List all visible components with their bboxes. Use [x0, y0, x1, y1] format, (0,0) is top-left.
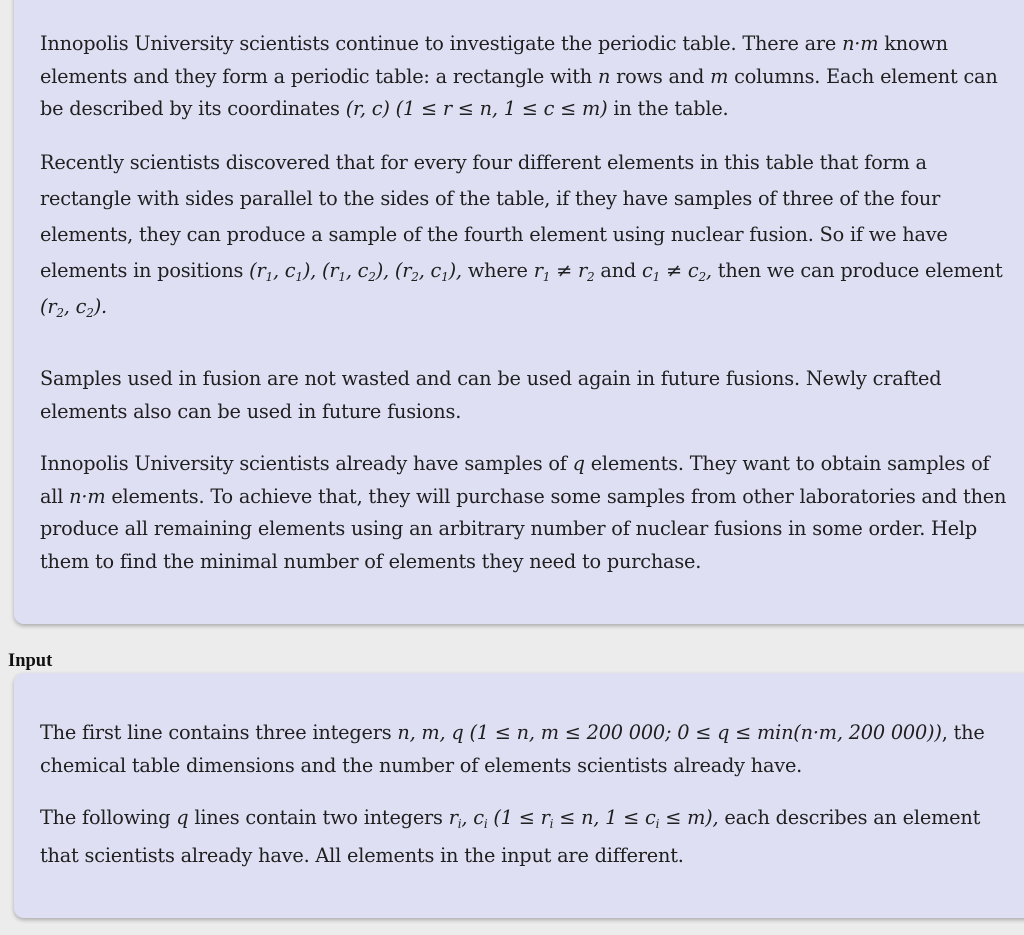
statement-paragraph-2 [40, 145, 1008, 325]
text: each describes an element that scientists already have. All elements in the input are different. [40, 806, 981, 867]
math-q: q [176, 806, 189, 829]
math-m: m [710, 64, 729, 88]
statement-paragraph-3: Samples used in fusion are not wasted and can be used again in future fusions. Newly crafted elements also can be used in future fusions. [40, 367, 942, 423]
statement-paragraph-1 [40, 28, 1008, 126]
math-result: ($r_2$, $c_2$). [40, 295, 107, 320]
math-c-neq: $c_1 \ne c_2$, [642, 259, 712, 284]
text: , the chemical table dimensions and the number of elements scientists already have. [40, 721, 985, 777]
text: The following [40, 806, 171, 829]
math-bounds: (1 ≤ r ≤ n, 1 ≤ c ≤ m) [395, 97, 608, 121]
text: where [467, 259, 528, 282]
math-r-neq: $r_1 \ne r_2$ [533, 259, 595, 284]
math-constraints: (1 ≤ n, m ≤ 200 000; 0 ≤ q ≤ min(n·m, 200 000)) [469, 721, 942, 744]
text: in the table. [613, 97, 729, 121]
text: Recently scientists discovered that for every four different elements in this table that form a rectangle with sides parallel to the sides of the table, if they have samples of three of the four elements, they can produce a sample of the fourth element using nuclear fusion. So if we have elements in positions [40, 151, 948, 282]
math-vars: n, m, q [397, 721, 464, 744]
input-paragraph-1 [40, 717, 1008, 782]
math-nm: n·m [69, 484, 106, 508]
text: Innopolis University scientists continue to investigate the periodic table. There are [40, 32, 837, 55]
text: elements. They want to obtain samples of all [40, 452, 990, 508]
text: lines contain two integers [194, 806, 443, 829]
math-q: q [572, 452, 585, 475]
text: then we can produce element [717, 259, 1003, 282]
math-ri-ci: $r_i$, $c_i$ ($1 \le r_i \le n$, $1 \le c_i \le m$), [448, 806, 719, 831]
math-nm: n·m [842, 32, 879, 55]
text: Innopolis University scientists already have samples of [40, 452, 567, 475]
math-positions: ($r_1$, $c_1$), ($r_1$, $c_2$), ($r_2$, $c_1$), [249, 259, 462, 284]
input-paragraph-2 [40, 799, 1008, 875]
text: rows and [616, 64, 705, 88]
math-coords: (r, c) [345, 97, 390, 121]
text: and [600, 259, 637, 282]
text: known elements and they form a periodic table: a rectangle with [40, 32, 948, 88]
text: The first line contains three integers [40, 721, 392, 744]
text: elements. To achieve that, they will purchase some samples from other laboratories and then produce all remaining elements using an arbitrary number of nuclear fusions in some order. Help them to find the minimal number of elements they need to purchase. [40, 484, 1007, 574]
text: columns. Each element can be described by its coordinates [40, 64, 998, 121]
statement-card [14, 0, 1024, 624]
input-heading: Input [8, 651, 53, 671]
input-card [14, 673, 1024, 918]
math-n: n [597, 64, 611, 88]
statement-paragraph-4 [40, 448, 1008, 579]
